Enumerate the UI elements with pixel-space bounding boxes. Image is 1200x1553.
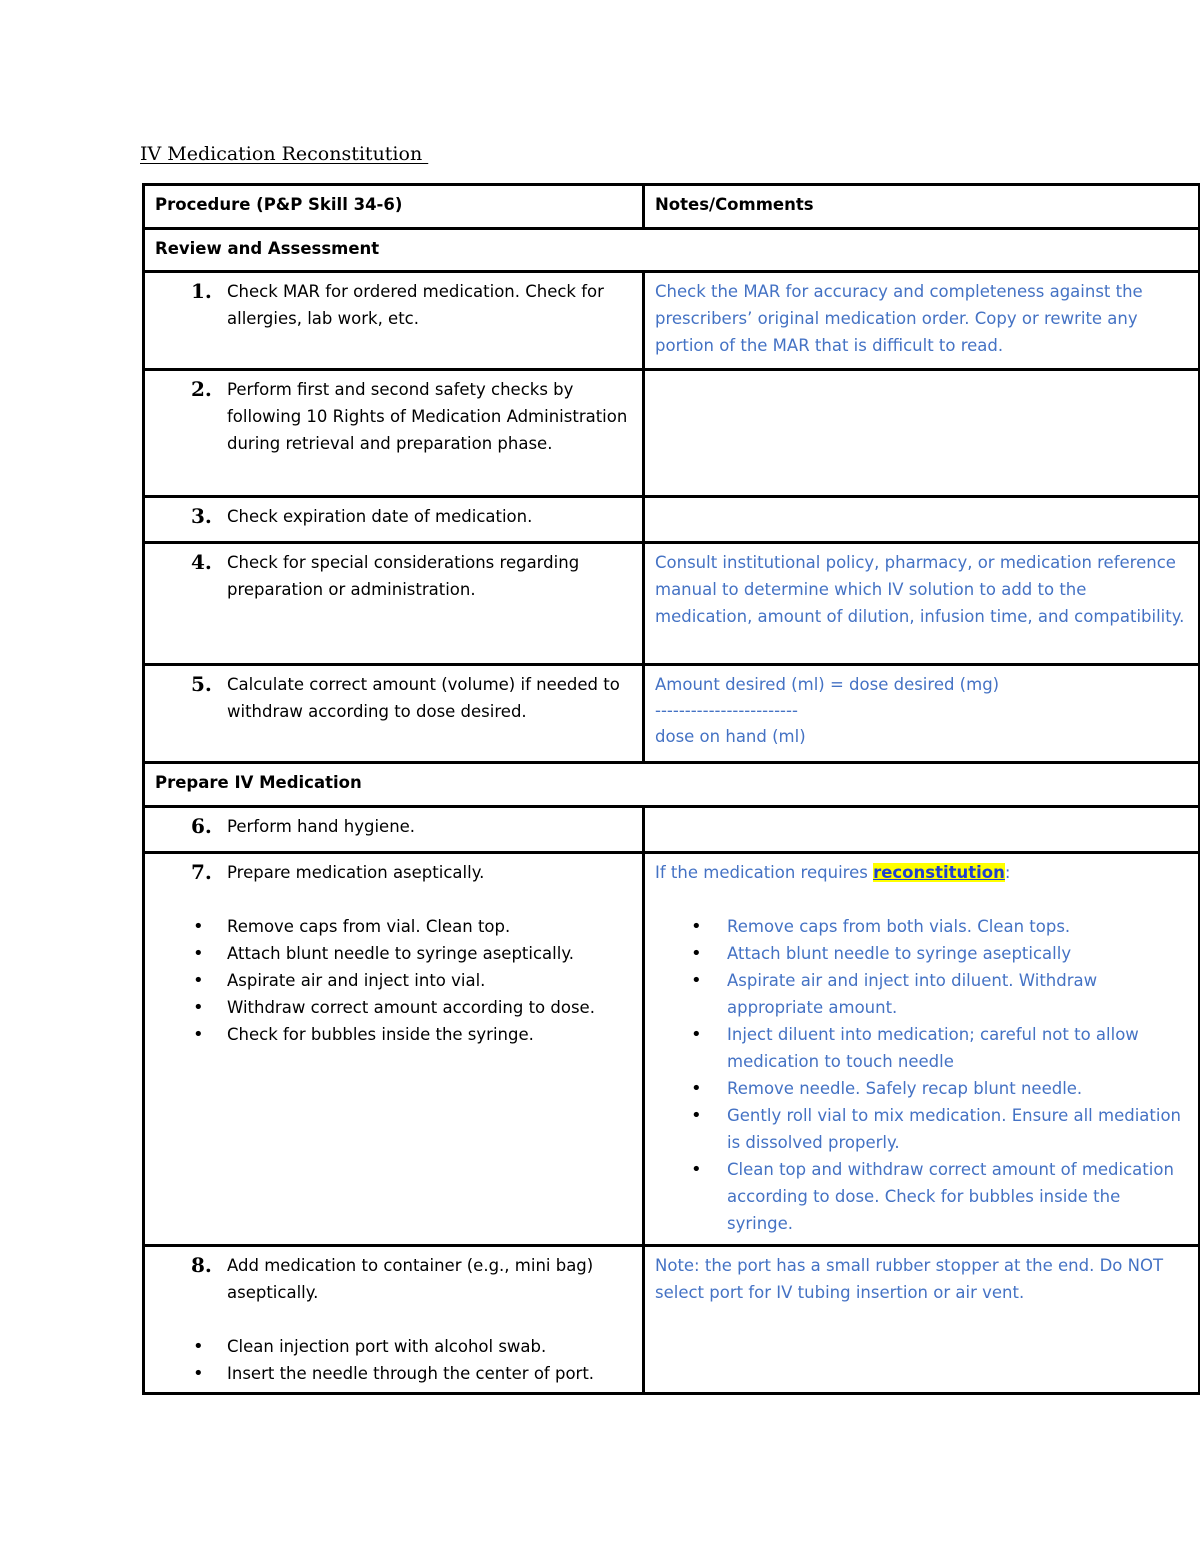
list-item: • Attach blunt needle to syringe aseptically. — [227, 940, 632, 967]
step-text: Check for special considerations regarding preparation or administration. — [227, 553, 580, 599]
table-row — [144, 272, 1200, 370]
list-item: • Withdraw correct amount according to dose. — [227, 994, 632, 1021]
note-cell — [644, 497, 1200, 543]
formula-denominator: dose on hand (ml) — [655, 727, 806, 746]
step-cell — [144, 370, 644, 497]
header-notes: Notes/Comments — [644, 185, 1200, 229]
step-text: Add medication to container (e.g., mini bag) aseptically. — [227, 1256, 594, 1302]
note-cell — [644, 665, 1200, 763]
table-row — [144, 370, 1200, 497]
step-text: Perform hand hygiene. — [227, 817, 416, 836]
step-number: 6. — [191, 814, 212, 838]
section-row — [144, 763, 1200, 807]
note-cell: Note: the port has a small rubber stopper at the end. Do NOT select port for IV tubing insertion or air vent. — [644, 1246, 1200, 1394]
section-prepare-iv: Prepare IV Medication — [144, 763, 1200, 807]
note-cell — [644, 853, 1200, 1246]
list-item: • Insert the needle through the center of port. — [227, 1360, 632, 1387]
step-number: 4. — [191, 550, 212, 574]
procedure-table — [142, 183, 1200, 1395]
note-cell — [644, 370, 1200, 497]
list-item: • Aspirate air and inject into vial. — [227, 967, 632, 994]
step-cell — [144, 543, 644, 665]
step-text: Calculate correct amount (volume) if needed to withdraw according to dose desired. — [227, 675, 620, 721]
step-number: 7. — [191, 860, 212, 884]
section-review-assessment: Review and Assessment — [144, 229, 1200, 272]
table-row — [144, 1246, 1200, 1394]
note-bullet-list — [655, 913, 1188, 1237]
note-cell — [644, 807, 1200, 853]
step-cell — [144, 853, 644, 1246]
header-procedure: Procedure (P&P Skill 34-6) — [144, 185, 644, 229]
reconstitution-highlight: reconstitution — [873, 863, 1005, 882]
table-row — [144, 497, 1200, 543]
table-row — [144, 665, 1200, 763]
step-number: 1. — [191, 279, 212, 303]
step-text: Prepare medication aseptically. — [227, 863, 485, 882]
list-item: • Remove caps from both vials. Clean tops. — [727, 913, 1188, 940]
table-row — [144, 853, 1200, 1246]
list-item: • Remove caps from vial. Clean top. — [227, 913, 632, 940]
step-text: Check MAR for ordered medication. Check for allergies, lab work, etc. — [227, 282, 604, 328]
list-item: • Inject diluent into medication; careful not to allow medication to touch needle — [727, 1021, 1188, 1075]
step-number: 3. — [191, 504, 212, 528]
list-item: • Gently roll vial to mix medication. Ensure all mediation is dissolved properly. — [727, 1102, 1188, 1156]
table-row — [144, 543, 1200, 665]
step-cell — [144, 497, 644, 543]
step-bullet-list — [227, 913, 632, 1048]
step-cell — [144, 1246, 644, 1394]
step-cell — [144, 807, 644, 853]
step-bullet-list — [227, 1333, 632, 1387]
list-item: • Remove needle. Safely recap blunt needle. — [727, 1075, 1188, 1102]
list-item: • Check for bubbles inside the syringe. — [227, 1021, 632, 1048]
table-header-row — [144, 185, 1200, 229]
list-item: • Attach blunt needle to syringe aseptically — [727, 940, 1188, 967]
formula-numerator: Amount desired (ml) = dose desired (mg) — [655, 675, 1000, 694]
step-text: Check expiration date of medication. — [227, 507, 533, 526]
section-row — [144, 229, 1200, 272]
step-cell — [144, 665, 644, 763]
step-number: 8. — [191, 1253, 212, 1277]
page-title: IV Medication Reconstitution — [140, 143, 429, 165]
step-cell — [144, 272, 644, 370]
note-cell: Check the MAR for accuracy and completeness against the prescribers’ original medication order. Copy or rewrite any portion of the MAR that is difficult to read. — [644, 272, 1200, 370]
step-number: 2. — [191, 377, 212, 401]
step-number: 5. — [191, 672, 212, 696]
list-item: • Aspirate air and inject into diluent. Withdraw appropriate amount. — [727, 967, 1188, 1021]
list-item: • Clean injection port with alcohol swab. — [227, 1333, 632, 1360]
step-text: Perform first and second safety checks by following 10 Rights of Medication Administration during retrieval and preparation phase. — [227, 380, 628, 453]
note-intro: If the medication requires reconstitution: — [655, 863, 1011, 882]
note-cell: Consult institutional policy, pharmacy, or medication reference manual to determine which IV solution to add to the medication, amount of dilution, infusion time, and compatibility. — [644, 543, 1200, 665]
table-row — [144, 807, 1200, 853]
formula-divider: ------------------------ — [655, 701, 798, 720]
list-item: • Clean top and withdraw correct amount of medication according to dose. Check for bubbles inside the syringe. — [727, 1156, 1188, 1237]
